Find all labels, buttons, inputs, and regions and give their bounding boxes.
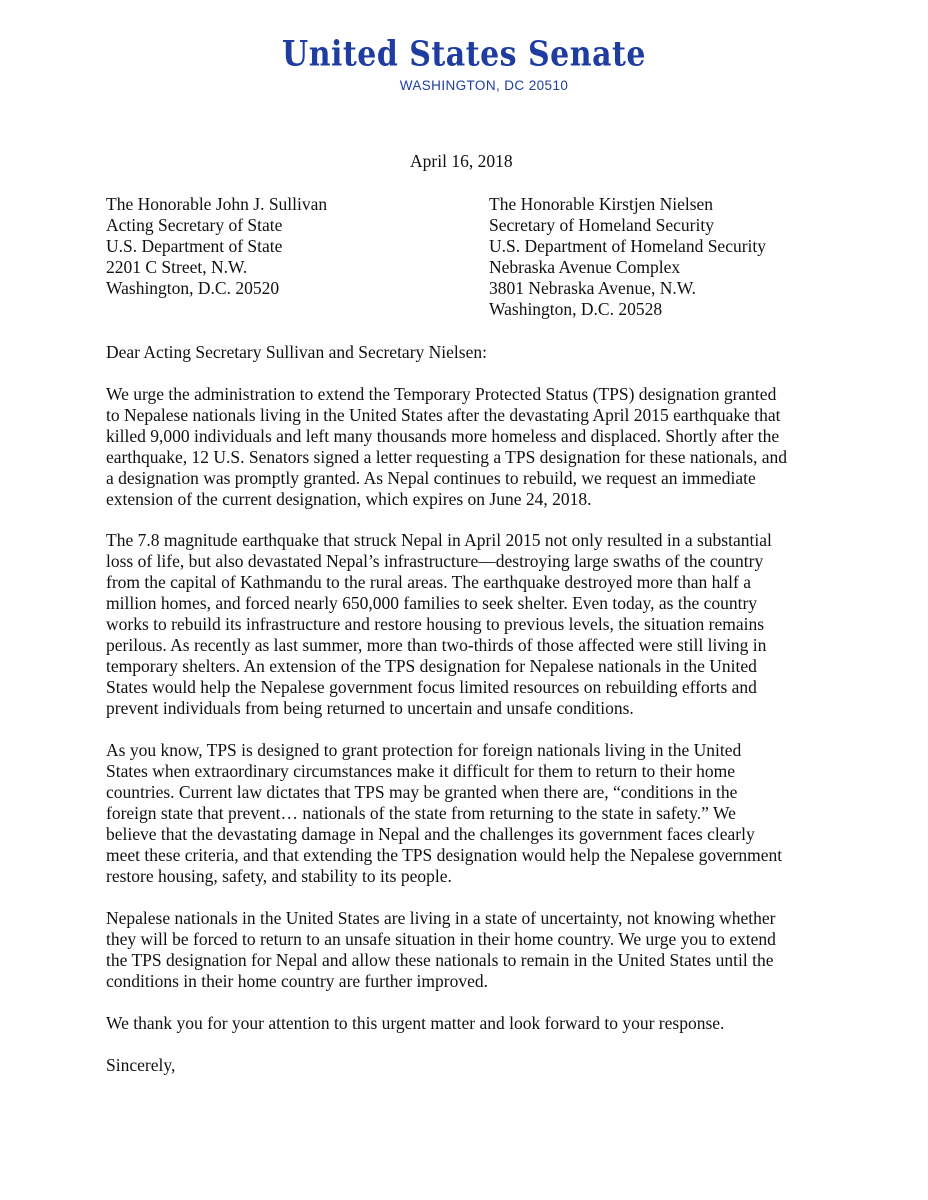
address-line: Washington, D.C. 20528 (489, 299, 663, 319)
paragraph-line: extension of the current designation, which expires on June 24, 2018. (106, 489, 592, 509)
senate-title: United States Senate (282, 34, 646, 75)
address-line: Secretary of Homeland Security (489, 215, 714, 235)
paragraph-line: believe that the devastating damage in Nepal and the challenges its government faces clearly (106, 824, 755, 844)
paragraph-3 (106, 740, 826, 887)
paragraph-line: from the capital of Kathmandu to the rural areas. The earthquake destroyed more than half a (106, 572, 751, 592)
paragraph-line: to Nepalese nationals living in the United States after the devastating April 2015 earthquake that (106, 405, 781, 425)
recipient-address-left (106, 194, 327, 299)
address-line: U.S. Department of State (106, 236, 283, 256)
paragraph-line: States would help the Nepalese government focus limited resources on rebuilding efforts and (106, 677, 757, 697)
letterhead (0, 34, 928, 93)
paragraph-1 (106, 384, 826, 510)
paragraph-line: the TPS designation for Nepal and allow these nationals to remain in the United States until the (106, 950, 774, 970)
salutation: Dear Acting Secretary Sullivan and Secretary Nielsen: (106, 342, 487, 362)
paragraph-line: works to rebuild its infrastructure and restore housing to previous levels, the situation remains (106, 614, 765, 634)
paragraph-line: earthquake, 12 U.S. Senators signed a letter requesting a TPS designation for these nationals, and (106, 447, 788, 467)
paragraph-line: temporary shelters. An extension of the TPS designation for Nepalese nationals in the United (106, 656, 757, 676)
paragraph-line: loss of life, but also devastated Nepal’s infrastructure—destroying large swaths of the country (106, 551, 764, 571)
paragraph-line: prevent individuals from being returned to uncertain and unsafe conditions. (106, 698, 634, 718)
paragraph-line: We urge the administration to extend the Temporary Protected Status (TPS) designation granted (106, 384, 777, 404)
paragraph-line: conditions in their home country are further improved. (106, 971, 488, 991)
address-line: The Honorable Kirstjen Nielsen (489, 194, 714, 214)
paragraph-line: killed 9,000 individuals and left many thousands more homeless and displaced. Shortly after the (106, 426, 780, 446)
address-line: 2201 C Street, N.W. (106, 257, 248, 277)
address-line: Nebraska Avenue Complex (489, 257, 681, 277)
paragraph-line: million homes, and forced nearly 650,000 families to seek shelter. Even today, as the country (106, 593, 758, 613)
senate-location: WASHINGTON, DC 20510 (399, 78, 569, 93)
paragraph-line: The 7.8 magnitude earthquake that struck Nepal in April 2015 not only resulted in a substantial (106, 530, 772, 550)
address-line: Washington, D.C. 20520 (106, 278, 280, 298)
paragraph-line: foreign state that prevent… nationals of the state from returning to the state in safety.” We (106, 803, 736, 823)
address-line: The Honorable John J. Sullivan (106, 194, 328, 214)
paragraph-line: As you know, TPS is designed to grant protection for foreign nationals living in the United (106, 740, 742, 760)
closing: Sincerely, (106, 1055, 176, 1075)
address-line: Acting Secretary of State (106, 215, 283, 235)
paragraph-line: States when extraordinary circumstances make it difficult for them to return to their home (106, 761, 735, 781)
paragraph-line: Nepalese nationals in the United States are living in a state of uncertainty, not knowing whether (106, 908, 776, 928)
paragraph-4 (106, 908, 826, 992)
paragraph-line: We thank you for your attention to this urgent matter and look forward to your response. (106, 1013, 725, 1033)
paragraph-line: perilous. As recently as last summer, more than two-thirds of those affected were still living in (106, 635, 767, 655)
paragraph-line: restore housing, safety, and stability to its people. (106, 866, 452, 886)
paragraph-line: a designation was promptly granted. As Nepal continues to rebuild, we request an immediate (106, 468, 756, 488)
paragraph-line: they will be forced to return to an unsafe situation in their home country. We urge you to extend (106, 929, 776, 949)
letter-date: April 16, 2018 (410, 151, 513, 171)
paragraph-line: meet these criteria, and that extending the TPS designation would help the Nepalese government (106, 845, 783, 865)
paragraph-line: countries. Current law dictates that TPS may be granted when there are, “conditions in the (106, 782, 738, 802)
paragraph-2 (106, 530, 826, 719)
address-line: U.S. Department of Homeland Security (489, 236, 767, 256)
paragraph-5 (106, 1013, 826, 1034)
address-line: 3801 Nebraska Avenue, N.W. (489, 278, 697, 298)
recipient-address-right (489, 194, 766, 320)
